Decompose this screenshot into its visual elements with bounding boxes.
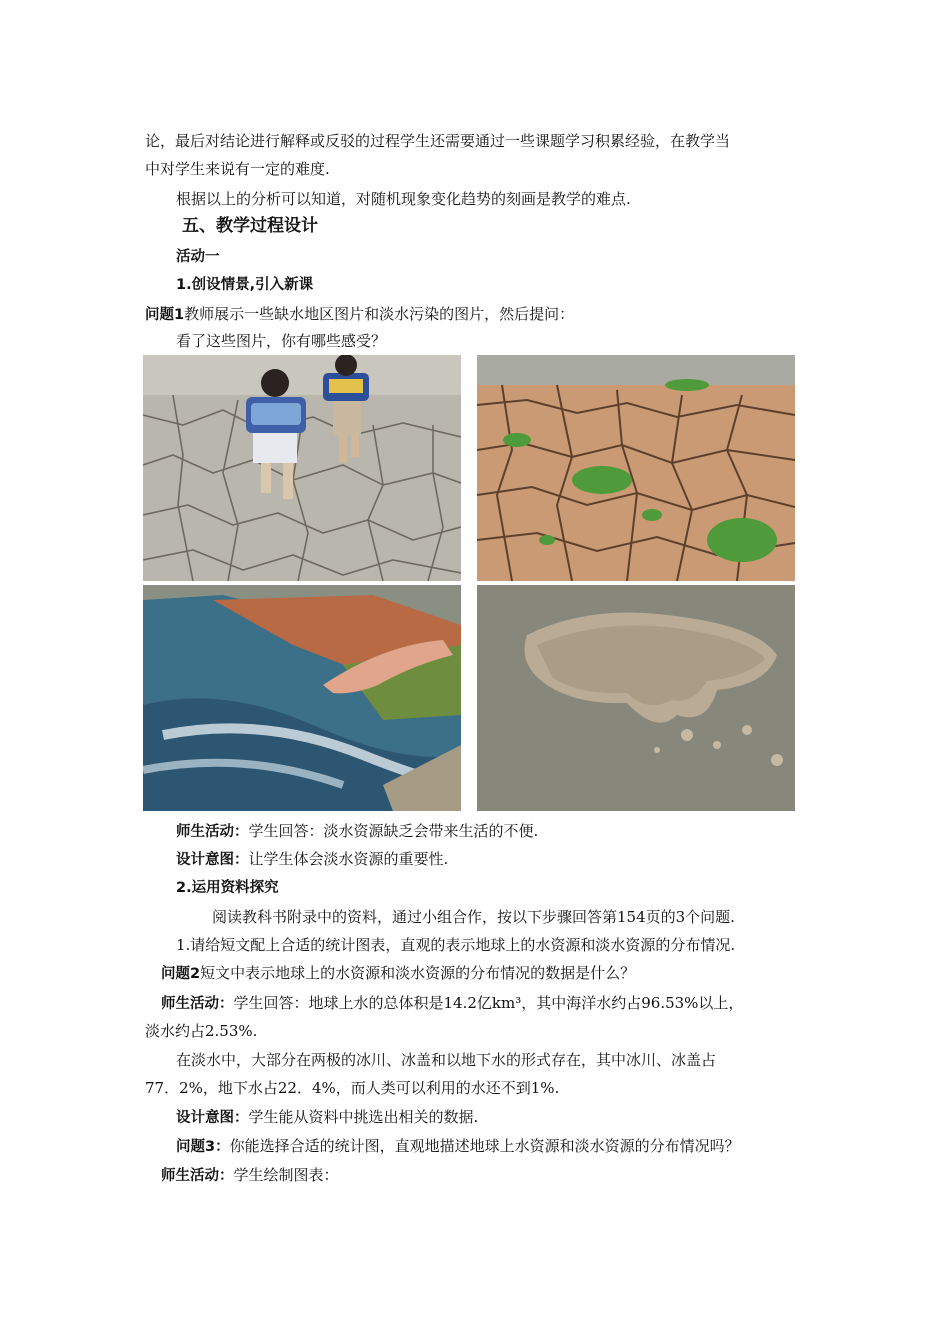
question-text: 教师展示一些缺水地区图片和淡水污染的图片，然后提问： [184,305,575,323]
question-prompt: 看了这些图片，你有哪些感受？ [176,332,387,350]
question-text: 短文中表示地球上的水资源和淡水资源的分布情况的数据是什么？ [200,964,636,982]
paragraph-line: 77．2%，地下水占22．4%，而人类可以利用的水还不到1%. [145,1079,560,1097]
task-item: 1.请给短文配上合适的统计图表，直观的表示地球上的水资源和淡水资源的分布情况. [176,936,736,954]
step-heading: 2.运用资料探究 [176,880,279,896]
activity-text: 学生回答：地球上水的总体积是14.2亿km³，其中海洋水约占96.53%以上， [233,994,744,1012]
paragraph-line: 在淡水中，大部分在两极的冰川、冰盖和以地下水的形式存在，其中冰川、冰盖占 [176,1051,717,1069]
question-1 [145,303,574,326]
activity-heading: 活动一 [176,249,220,265]
activity-text: 学生绘制图表： [233,1166,339,1184]
section-title: 五、教学过程设计 [182,216,318,236]
activity-label: 师生活动： [161,996,234,1012]
paragraph-line: 中对学生来说有一定的难度. [145,160,330,178]
question-2 [161,962,635,985]
photo-polluted-outflow [143,585,461,811]
intent-text: 让学生体会淡水资源的重要性. [248,850,449,868]
question-label: 问题2 [161,966,201,982]
intent-label: 设计意图： [176,852,249,868]
question-label: 问题1 [145,307,185,323]
design-intent-1 [176,848,448,871]
paragraph-line: 论，最后对结论进行解释或反驳的过程学生还需要通过一些课题学习积累经验，在教学当 [145,132,731,150]
intent-text: 学生能从资料中挑选出相关的数据. [248,1108,479,1126]
teacher-student-activity-3 [161,1164,339,1187]
paragraph: 根据以上的分析可以知道，对随机现象变化趋势的刻画是教学的难点. [176,190,631,208]
photo-cracked-land-grass [477,355,795,581]
activity-label: 师生活动： [176,824,249,840]
teacher-student-activity-2 [161,992,743,1015]
teacher-student-activity-1 [176,820,538,843]
photo-polluted-pond [477,585,795,811]
intent-label: 设计意图： [176,1110,249,1126]
question-label: 问题3： [176,1139,230,1155]
paragraph: 阅读教科书附录中的资料，通过小组合作，按以下步骤回答第154页的3个问题. [212,908,735,926]
activity-text: 学生回答：淡水资源缺乏会带来生活的不便. [248,822,539,840]
question-3 [176,1135,740,1158]
photo-children-dry-riverbed [143,355,461,581]
step-heading: 1.创设情景,引入新课 [176,277,314,293]
question-text: 你能选择合适的统计图，直观地描述地球上水资源和淡水资源的分布情况吗？ [229,1137,740,1155]
design-intent-2 [176,1106,478,1129]
activity-label: 师生活动： [161,1168,234,1184]
paragraph-line: 淡水约占2.53%. [145,1022,258,1040]
